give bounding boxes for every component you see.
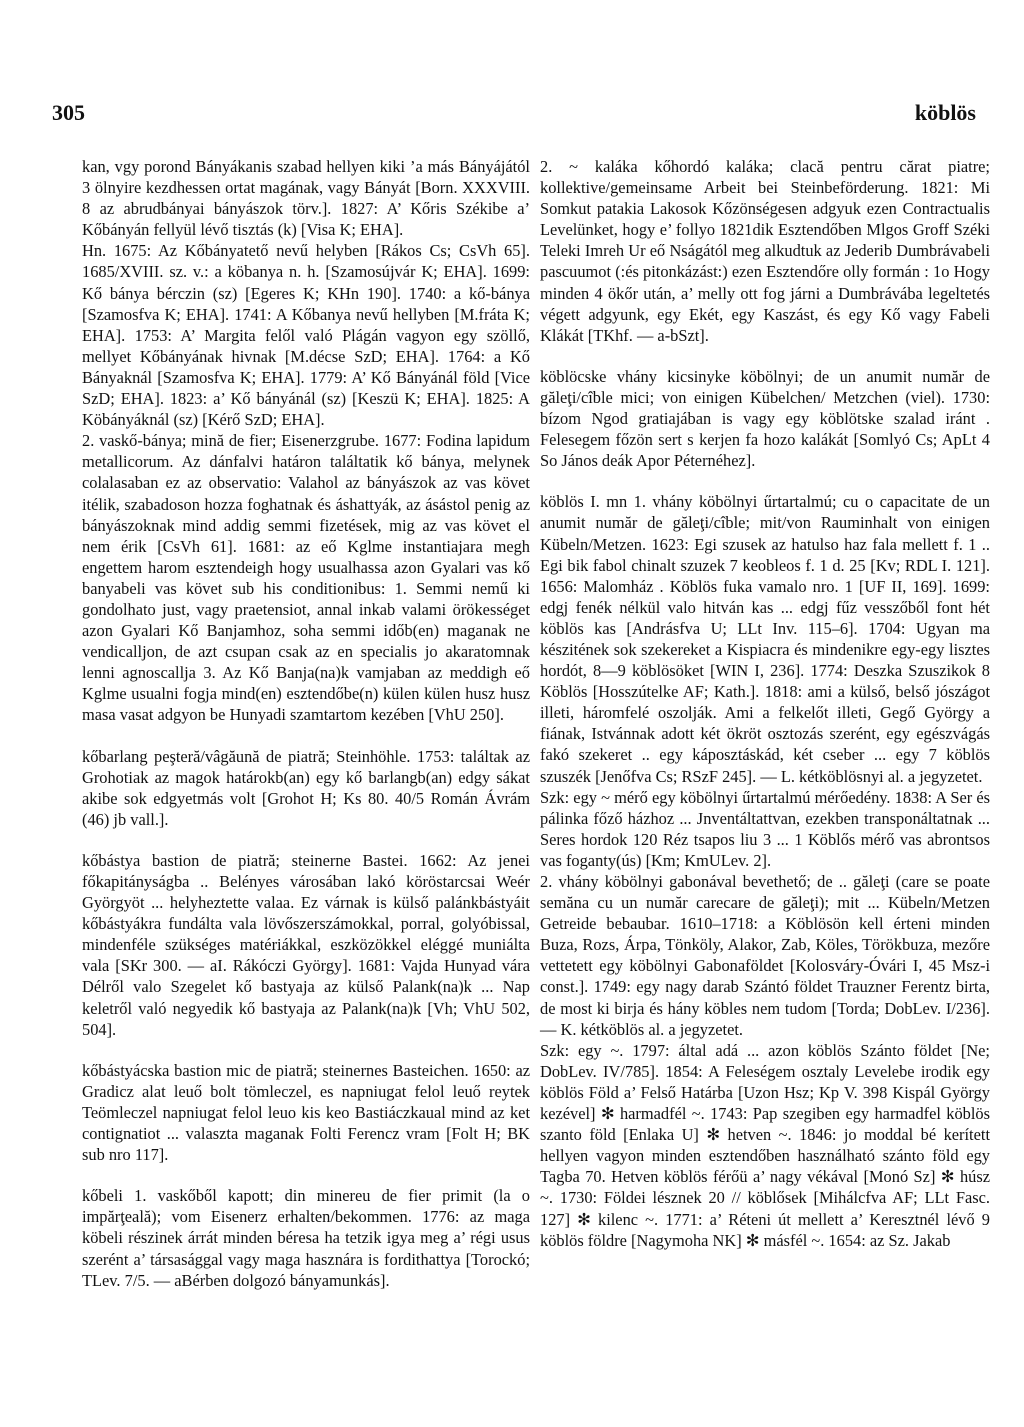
entry-text: Szk: egy ~. 1797: által adá ... azon köblös Szánto földet [Ne; DobLev. IV/785]. 1854: A Feleségem osztaly Levelebe irodik egy köblös Föld a’ Felső Határba [Uzon Hsz; Kp V. 398 Kispál György kezével] ✻ harmadfél ~. 1743: Pap szegiben egy harmadfel köblös szanto föld [Enlaka U] ✻ hetven ~. 1846: jo moddal bé kerített hellyen vagyon minden esztendőben használható szánto föld egy Tagba 70. Hetven köblös férőü a’ nagy vékával [Monó Sz] ✻ húsz ~. 1730: Földei lésznek 20 // köblősek [Mihálcfva AF; LLt Fasc. 127] ✻ kilenc ~. 1771: a’ Réteni út mellett a’ Keresztnél lévő 9 köblös földre [Nagymoha NK] ✻ másfél ~. 1654: az Sz. Jakab <box>540 1040 990 1250</box>
page-number: 305 <box>52 100 85 125</box>
left-column <box>82 156 530 1311</box>
entry-kobarlang: kőbarlang peşteră/vâgăună de piatră; Steinhöhle. 1753: találtak az Grohotiak az magok határokb(an) egy kő barlangb(an) edgy sákat akibe sok edgyetmás volt [Grohot H; Ks 80. 40/5 Román Ávrám (46) jb vall.]. <box>82 746 530 829</box>
entry-koblocske: köblöcske vhány kicsinyke köbölnyi; de un anumit număr de găleţi/cîble mici; von einigen Kübelchen/ Metzchen (viel). 1730: bízom Ngod gratiajában is vagy egy köblötske szalad iránt . Felesegem főzön sert s kerjen fa hozo kalákát [Somlyó Cs; ApLt 4 So János deák Apor Péternéhez]. <box>540 366 990 471</box>
entry-text: 2. ~ kaláka kőhordó kaláka; clacă pentru cărat piatre; kollektive/gemeinsame Arbeit bei Steinbeförderung. 1821: Mi Somkut patakia Lakosok Kőzönségesen adgyuk ezen Contractualis Levelünket, hogy e’ follyo 1821dik Esztendőben Mlgos Groff Széki Teleki Imreh Ur eő Nságától meg alkudtuk az Jederib Dumbrávabeli pascuumot (:és pitonkázást:) ezen Esztendőre olly formán : 1o Hogy minden 4 ökőr után, a’ melly ott fog járni a Dumbrávába legeltetés végett adgyunk, egy Ekét, egy Kaszást, és egy Kő vagy Fabeli Klákát [TKhf. — a-bSzt]. <box>540 157 990 345</box>
entry-text: kan, vgy porond Bányákanis szabad hellyen kiki ’a más Bányájától 3 ölnyire kezdhessen ortat magának, vagy Bányát [Born. XXXVIII. 8 az abrudbányai bányászok törv.]. 1827: A’ Kőris Székibe a’ Kőbányán fellyül lévő tisztás (k) [Visa K; EHA]. <box>82 157 530 240</box>
entry-text: Hn. 1675: Az Kőbányatető nevű helyben [Rákos Cs; CsVh 65]. 1685/XVIII. sz. v.: a köbanya n. h. [Szamosújvár K; EHA]. 1699: Kő bánya bérczin (sz) [Egeres K; KHn 190]. 1740: a kő-bánya [Szamosfva K; EHA]. 1741: A Kőbanya nevű hellyben [M.fráta K; EHA]. 1753: A’ Margita felől való Plágán vagyon egy szöllő, mellyet Kőbányának hivnak [M.décse SzD; EHA]. 1764: a Kő Bányaknál [Szamosfva K; EHA]. 1779: A’ Kő Bányánál föld [Vice SzD; EHA]. 1823: a’ Kő bányánál (sz) [Keszü K; EHA]. 1825: A Köbányáknál (sz) [Kérő SzD; EHA]. <box>82 241 530 430</box>
running-headword: köblös <box>914 100 976 125</box>
entry-text: 2. vaskő-bánya; mină de fier; Eisenerzgrube. 1677: Fodina lapidum metallicorum. Az dánfalvi határon találtatik kő bánya, melynek colalasaban ez az observatio: Valahol az bányászok az vas követ itélik, szabadoson hozza foghatnak és áshattyák, az ásástol penig az bányászoknak mind addig semmi fizetések, mig az vas követ el nem érik [CsVh 61]. 1681: az eő Kglme instantiajara megh engettem harom esztendeigh hogy usualhassa azon Gyalari vas kő banyabeli vas követ sub his conditionibus: 1. Semmi nemű ki gondolhato just, vagy praetensiot, annal inkab valami örökességet azon Gyalari Kő Banjamhoz, soha semmi időb(en) maganak ne vendicalljon, de azt csupan csak az en specialis jo akaratomnak lenni agnoscallja 3. Az Kő Banja(na)k vamjaban az meddigh eő Kglme usualni fogja mind(en) esztendőbe(n) külen külen husz husz masa vasat adgyon be Hunyadi szamtartom kezében [VhU 250]. <box>82 431 530 725</box>
entry-kobastyacska: kőbástyácska bastion mic de piatră; steinernes Basteichen. 1650: az Gradicz alat leuő bolt tömleczel, es napniugat felol leuő reytek Teömleczel napniugat felol leuo kis keo Bastiáczkaual mind az ket contignatiot ... valaszta maganak Folti Ferencz vram [Folt H; BK sub nro 117]. <box>82 1060 530 1165</box>
entry-kobeli: kőbeli 1. vaskőből kapott; din minereu de fier primit (la o impărţeală); vom Eisenerz erhalten/bekommen. 1776: az maga köbeli részinek árrát minden béresa ha tetzik igya meg a’ régi usus szerént a’ társasággal vagy maga hasznára is fordithattya [Torockó; TLev. 7/5. — aBérben dolgozó bányamunkás]. <box>82 1186 530 1290</box>
right-column <box>540 156 990 1251</box>
entry-koblos: köblös I. mn 1. vhány köbölnyi űrtartalmú; cu o capacitate de un anumit număr de găleţi/cîble; mit/von Rauminhalt von einigen Kübeln/Metzen. 1623: Egi szusek az hatulso haz fala mellett f. 1 .. Egi bik fabol chinalt szuzek 7 keobleos f. 1 d. 25 [Kv; RDL I. 121]. 1656: Malomház . Köblös fuka vamalo nro. 1 [UF II, 169]. 1699: edgj fenék nélkül valo hitván kas ... edgj fűz vesszőből font hét köblös kas [Andrásfva U; LLt Inv. 115–6]. 1704: Ugyan ma készitének sok szekereket a Kispiacra és mindenikre egy-egy lisztes hordót, 8—9 köblösöket [WIN I, 236]. 1774: Deszka Szuszikok 8 Köblös [Hosszútelke AF; Kath.]. 1818: ami a külső, belső jószágot illeti, háromfelé oszolják. Ami a felkelőt illeti, Gegő György a fiának, Istvánnak adott két ökröt osztozás szerént, egy egészvágás fakó szekeret .. egy káposztáskád, két cseber ... egy 7 köblös szuszék [Jenőfva Cs; RSzF 245]. — L. kétköblösnyi al. a jegyzetet. <box>540 492 990 786</box>
entry-text: 2. vhány köbölnyi gabonával bevethető; de .. găleţi (care se poate semăna cu un număr carecare de găleţi); mit ... Kübeln/Metzen Getreide bebaubar. 1610–1718: a Köblösön kell érteni minden Buza, Rozs, Árpa, Tönköly, Alakor, Zab, Köles, Törökbuza, mezőre vettetett egy köbölnyi Gabonaföldet [Kolosváry-Óvári I, 45 Msz-i const.]. 1749: egy nagy darab Szántó földet Trauzner Ferentz birta, de most ki birja és hány köbles nem tudom [Torda; DobLev. I/236]. — K. kétköblös al. a jegyzetet. <box>540 872 990 1039</box>
page-header <box>52 100 976 140</box>
entry-text: Szk: egy ~ mérő egy köbölnyi űrtartalmú mérőedény. 1838: A Ser és pálinka főző házhoz ... Jnventáltattvan, ezekben transponáltatnak ... Seres hordok 120 Réz tsapos liu 3 ... 1 Köblős mérő vas abrontsos vas foganty(ús) [Km; KmULev. 2]. <box>540 787 990 870</box>
entry-kobastya: kőbástya bastion de piatră; steinerne Bastei. 1662: Az jenei főkapitányságba .. Belényes városában lakó köröstarcsai Weér Györgyöt ... helyheztette valaa. Ez várnak is külső palánkbástyáit kőbástyákra fundálta vala lövőszerszámokkal, porral, golyóbissal, mindenféle szükséges matériákkal, eszközökkel eléggé muniálta vala [SKr 300. — aI. Rákóczi György]. 1681: Vajda Hunyad vára Délről valo Szegelet kő bastyaja az külső Palank(na)k ... Nap keletről való negyedik kő bastyaja az Palank(na)k [Vh; VhU 502, 504]. <box>82 850 530 1039</box>
